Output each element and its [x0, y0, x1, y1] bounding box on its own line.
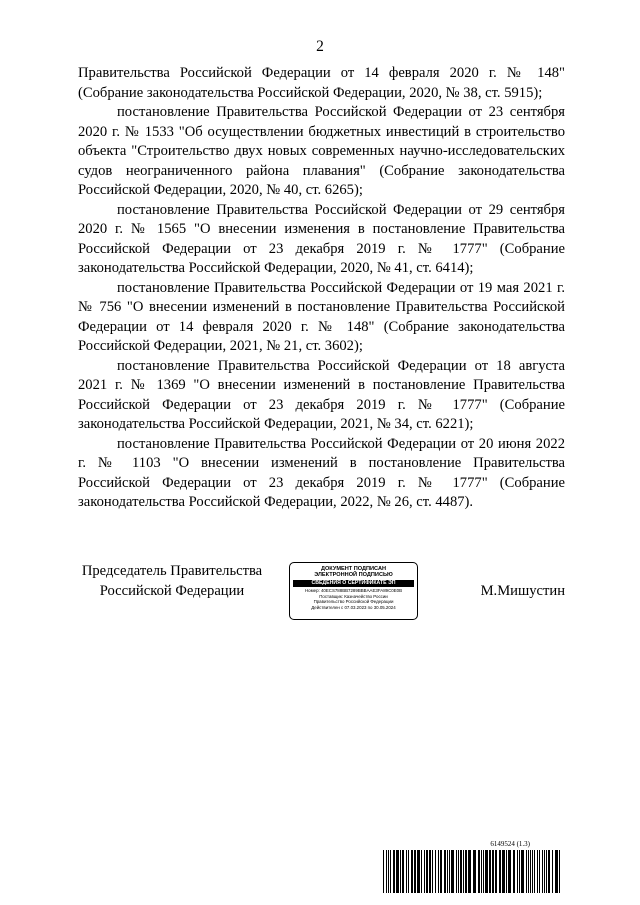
signature-block	[78, 562, 565, 622]
stamp-heading-line1: ДОКУМЕНТ ПОДПИСАН	[320, 566, 387, 572]
page-number: 2	[316, 38, 324, 55]
signatory-title	[78, 562, 266, 601]
stamp-issuer-line2: Правительство Российской Федерации	[313, 599, 394, 605]
stamp-certificate-bar: СВЕДЕНИЯ О СЕРТИФИКАТЕ ЭП	[293, 580, 414, 587]
paragraph-2: постановление Правительства Российской Федерации от 29 сентября 2020 г. № 1565 "О внесении изменения в постановление Правительства Российской Федерации от 23 декабря 2019 г. № 1777" (Собрание законодательства Российской Федерации, 2020, № 41, ст. 6414);	[78, 201, 565, 276]
paragraph-5: постановление Правительства Российской Федерации от 20 июня 2022 г. № 1103 "О внесении изменений в постановление Правительства Российской Федерации от 23 декабря 2019 г. № 1777" (Собрание законодательства Российской Федерации, 2022, № 26, ст. 4487).	[78, 435, 565, 510]
barcode-image	[383, 850, 563, 893]
electronic-signature-stamp	[289, 562, 418, 620]
signatory-name: М.Мишустин	[480, 582, 565, 599]
stamp-heading-line2: ЭЛЕКТРОННОЙ ПОДПИСЬЮ	[314, 572, 393, 579]
signatory-title-line2: Российской Федерации	[99, 582, 245, 599]
paragraph-4: постановление Правительства Российской Федерации от 18 августа 2021 г. № 1369 "О внесении изменений в постановление Правительства Российской Федерации от 23 декабря 2019 г. № 1777" (Собрание законодательства Российской Федерации, 2021, № 34, ст. 6221);	[78, 357, 565, 432]
paragraph-1: постановление Правительства Российской Федерации от 23 сентября 2020 г. № 1533 "Об осуществлении бюджетных инвестиций в строительство объекта "Строительство двух новых современных научно-исследовательских судов неограниченного района плавания" (Собрание законодательства Российской Федерации, 2020, № 40, ст. 6265);	[78, 104, 565, 198]
stamp-validity: Действителен с 07.03.2023 по 30.05.2024	[311, 605, 396, 611]
paragraph-0: Правительства Российской Федерации от 14 февраля 2020 г. № 148" (Собрание законодательства Российской Федерации, 2020, № 38, ст. 5915);	[78, 65, 565, 101]
stamp-serial: Номер: 40ECS788BB7289BBBAAE3FA89C0E0B	[305, 587, 402, 593]
barcode-caption: 6149524 (1.3)	[490, 840, 530, 848]
stamp-issuer-line1: Поставщик: Казначейство России	[319, 593, 388, 599]
document-body	[78, 64, 565, 513]
barcode-block	[383, 840, 563, 895]
signatory-title-line1: Председатель Правительства	[81, 563, 263, 579]
paragraph-3: постановление Правительства Российской Федерации от 19 мая 2021 г. № 756 "О внесении изменений в постановление Правительства Российской Федерации от 14 февраля 2020 г. № 148" (Собрание законодательства Российской Федерации, 2021, № 21, ст. 3602);	[78, 279, 565, 354]
